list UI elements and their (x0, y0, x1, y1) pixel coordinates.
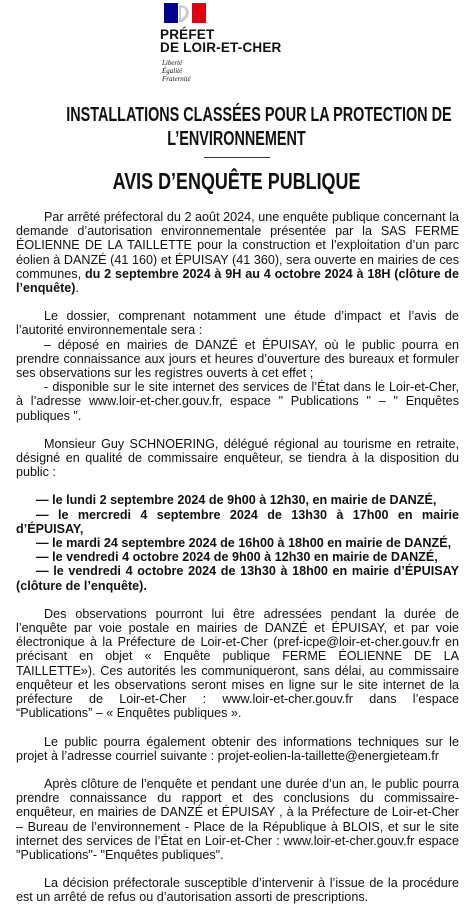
paragraph-observations: Des observations pourront lui être adressées pendant la durée de l’enquête par voie postale en mairies de DANZÉ et ÉPUISAY, et par voie électronique à la Préfecture de Loir-et-Cher (pref-icpe@loir-et-cher.gouv.fr en précisant en objet « Enquête publique FERME ÉOLIENNE DE LA TAILLETTE»). Ces autorités les communiqueront, sans délai, au commissaire enquêteur et les observations seront mises en ligne sur le site internet de la préfecture de Loir-et-Cher : www.loir-et-cher.gouv.fr dans l’espace “Publications” – « Enquêtes publiques ». (16, 606, 459, 721)
paragraph-dossier-item-2: - disponible sur le site internet des services de l’État dans le Loir-et-Cher, à l’adresse www.loir-et-cher.gouv.fr, espace " Publications " – " Enquêtes publiques ". (16, 380, 459, 423)
permanence-date-2: — le mercredi 4 septembre 2024 de 13h30 à 17h00 en mairie d’ÉPUISAY, (16, 507, 459, 536)
paragraph-dossier-item-1: – déposé en mairies de DANZÉ et ÉPUISAY, où le public pourra en prendre connaissance aux jours et heures d’ouverture des bureaux et formuler ses observations sur les registres ouverts à cet effet ; (16, 337, 459, 381)
main-title: AVIS D’ENQUÊTE PUBLIQUE (112, 168, 361, 194)
paragraph-commissioner: Monsieur Guy SCHNOERING, délégué régional au tourisme en retraite, désigné en qualité de commissaire enquêteur, se tiendra à la disposition du public : (16, 436, 459, 480)
decree-end: . (75, 281, 79, 296)
paragraph-technical-info: Le public pourra également obtenir des informations techniques sur le projet à l’adresse courriel suivante : projet-eolien-la-taillette@energieteam.fr (16, 734, 459, 763)
paragraph-dossier-intro: Le dossier, comprenant notamment une étude d’impact et l’avis de l’autorité environnementale sera : (16, 309, 459, 338)
paragraph-decree (16, 210, 459, 295)
title-divider (204, 157, 270, 158)
permanence-date-4: — le vendredi 4 octobre 2024 de 9h00 à 12h30 en mairie de DANZÉ, (36, 550, 438, 565)
motto-liberte: Liberté (162, 59, 183, 67)
marianne-flag-icon (164, 3, 206, 23)
logo-line-prefet: PRÉFET (160, 27, 215, 42)
paragraph-decision: La décision préfectorale susceptible d’intervenir à l’issue de la procédure est un arrêté de refus ou d’autorisation assorti de prescriptions. (16, 876, 459, 905)
logo-line-department: DE LOIR-ET-CHER (160, 40, 282, 55)
prefecture-logo (160, 3, 320, 87)
decree-text: Par arrêté préfectoral du 2 août 2024, une enquête publique concernant la demande d’autorisation environnementale présentée par la SAS FERME ÉOLIENNE DE LA TAILLETTE pour la construction et l’exploitation d’un parc éolien à DANZÉ (41 160) et ÉPUISAY (41 360), sera ouverte en mairies de ces communes, (16, 210, 459, 281)
inquiry-period: du 2 septembre 2024 à 9H au 4 octobre 2024 à 18H (clôture de l’enquête) (16, 266, 459, 296)
permanence-date-5: — le vendredi 4 octobre 2024 de 13h30 à 18h00 en mairie d’ÉPUISAY (clôture de l’enquête). (16, 564, 459, 593)
paragraph-after-inquiry: Après clôture de l’enquête et pendant une durée d’un an, le public pourra prendre connaissance du rapport et des conclusions du commissaire-enquêteur, en mairies de DANZÉ et ÉPUISAY , à la Préfecture de Loir-et-Cher – Bureau de l’environnement - Place de la République à BLOIS, et sur le site internet des services de l’État en Loir-et-Cher : www.loir-et-cher.gouv.fr espace "Publications"- "Enquêtes publiques". (16, 776, 459, 862)
title-line-2: L’ENVIRONNEMENT (167, 128, 306, 150)
notice-body (16, 210, 459, 905)
permanence-date-1: — le lundi 2 septembre 2024 de 9h00 à 12h30, en mairie de DANZÉ, (36, 493, 437, 508)
motto-egalite: Égalité (162, 67, 183, 75)
republic-motto (162, 59, 191, 83)
title-line-1: INSTALLATIONS CLASSÉES POUR LA PROTECTION DE (66, 104, 452, 126)
motto-fraternite: Fraternité (162, 75, 191, 83)
permanence-date-3: — le mardi 24 septembre 2024 de 16h00 à 18h00 en mairie de DANZÉ, (36, 536, 452, 551)
